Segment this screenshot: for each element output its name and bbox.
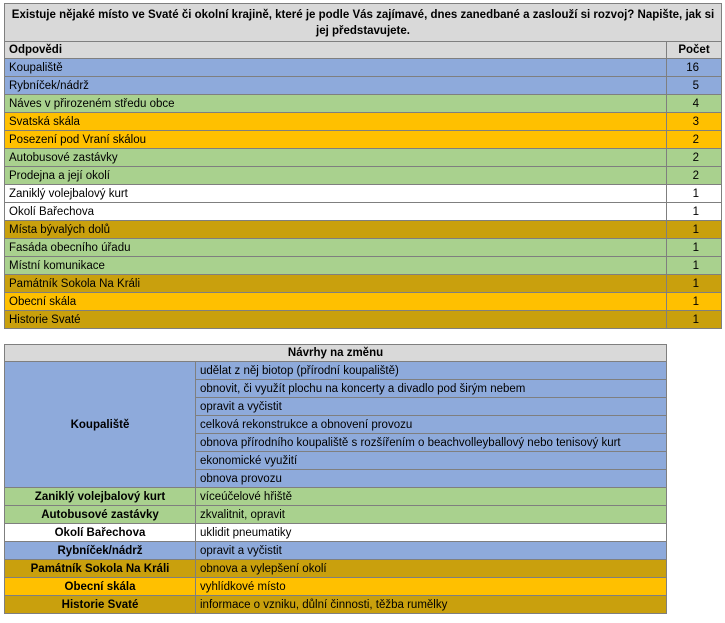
answer-count: 2 [667,167,722,185]
answer-label: Památník Sokola Na Králi [5,275,667,293]
answer-label: Rybníček/nádrž [5,77,667,95]
answer-count: 2 [667,131,722,149]
proposal-row [5,578,667,596]
answer-label: Zaniklý volejbalový kurt [5,185,667,203]
proposals-title: Návrhy na změnu [5,345,667,362]
answer-row [5,221,722,239]
proposal-place: Zaniklý volejbalový kurt [5,488,196,506]
question-text: Existuje nějaké místo ve Svaté či okolní krajině, které je podle Vás zajímavé, dnes zanedbané a zaslouží si rozvoj? Napište, jak si jej představujete. [5,4,722,42]
proposal-text: celková rekonstrukce a obnovení provozu [196,416,667,434]
question-row [5,4,722,42]
answer-row [5,293,722,311]
answer-row [5,239,722,257]
answer-count: 1 [667,239,722,257]
proposal-text: opravit a vyčistit [196,542,667,560]
proposal-text: víceúčelové hřiště [196,488,667,506]
answer-label: Koupaliště [5,59,667,77]
answer-label: Svatská skála [5,113,667,131]
answer-count: 4 [667,95,722,113]
answer-count: 1 [667,185,722,203]
answer-row [5,131,722,149]
answer-label: Místní komunikace [5,257,667,275]
proposal-place: Obecní skála [5,578,196,596]
answer-label: Okolí Bařechova [5,203,667,221]
answer-row [5,185,722,203]
answer-count: 1 [667,275,722,293]
proposal-text: udělat z něj biotop (přírodní koupaliště) [196,362,667,380]
answer-row [5,167,722,185]
proposal-text: uklidit pneumatiky [196,524,667,542]
proposals-table [4,344,667,614]
proposal-text: obnova provozu [196,470,667,488]
answer-row [5,311,722,329]
answer-row [5,59,722,77]
proposal-place: Autobusové zastávky [5,506,196,524]
proposal-place: Okolí Bařechova [5,524,196,542]
proposal-text: obnova přírodního koupaliště s rozšířením o beachvolleyballový nebo tenisový kurt [196,434,667,452]
proposal-place: Koupaliště [5,362,196,488]
answer-count: 1 [667,221,722,239]
answer-count: 1 [667,293,722,311]
answer-count: 1 [667,311,722,329]
answer-count: 2 [667,149,722,167]
proposal-text: opravit a vyčistit [196,398,667,416]
answer-label: Fasáda obecního úřadu [5,239,667,257]
proposal-place: Památník Sokola Na Králi [5,560,196,578]
answer-label: Autobusové zastávky [5,149,667,167]
proposal-text: obnovit, či využít plochu na koncerty a divadlo pod širým nebem [196,380,667,398]
answer-label: Posezení pod Vraní skálou [5,131,667,149]
proposals-header-row [5,345,667,362]
answers-table-body [5,59,722,329]
count-column-header: Počet [667,42,722,59]
proposal-place: Rybníček/nádrž [5,542,196,560]
proposal-row [5,506,667,524]
proposal-row [5,560,667,578]
answer-row [5,95,722,113]
proposal-text: obnova a vylepšení okolí [196,560,667,578]
answer-row [5,113,722,131]
answers-table [4,3,722,329]
proposal-row [5,596,667,614]
answer-count: 16 [667,59,722,77]
answers-column-header: Odpovědi [5,42,667,59]
proposal-text: vyhlídkové místo [196,578,667,596]
proposal-text: informace o vzniku, důlní činnosti, těžba rumělky [196,596,667,614]
answer-count: 1 [667,257,722,275]
proposal-text: zkvalitnit, opravit [196,506,667,524]
answer-row [5,203,722,221]
answer-row [5,275,722,293]
answer-row [5,257,722,275]
answer-label: Obecní skála [5,293,667,311]
proposal-place: Historie Svaté [5,596,196,614]
proposal-text: ekonomické využití [196,452,667,470]
answer-label: Prodejna a její okolí [5,167,667,185]
answer-count: 3 [667,113,722,131]
answers-header-row [5,42,722,59]
proposal-row [5,542,667,560]
proposals-table-body [5,362,667,614]
proposal-row [5,362,667,380]
answer-row [5,77,722,95]
answer-count: 1 [667,203,722,221]
proposal-row [5,488,667,506]
answer-row [5,149,722,167]
answer-count: 5 [667,77,722,95]
answer-label: Náves v přirozeném středu obce [5,95,667,113]
answer-label: Místa bývalých dolů [5,221,667,239]
proposal-row [5,524,667,542]
answer-label: Historie Svaté [5,311,667,329]
